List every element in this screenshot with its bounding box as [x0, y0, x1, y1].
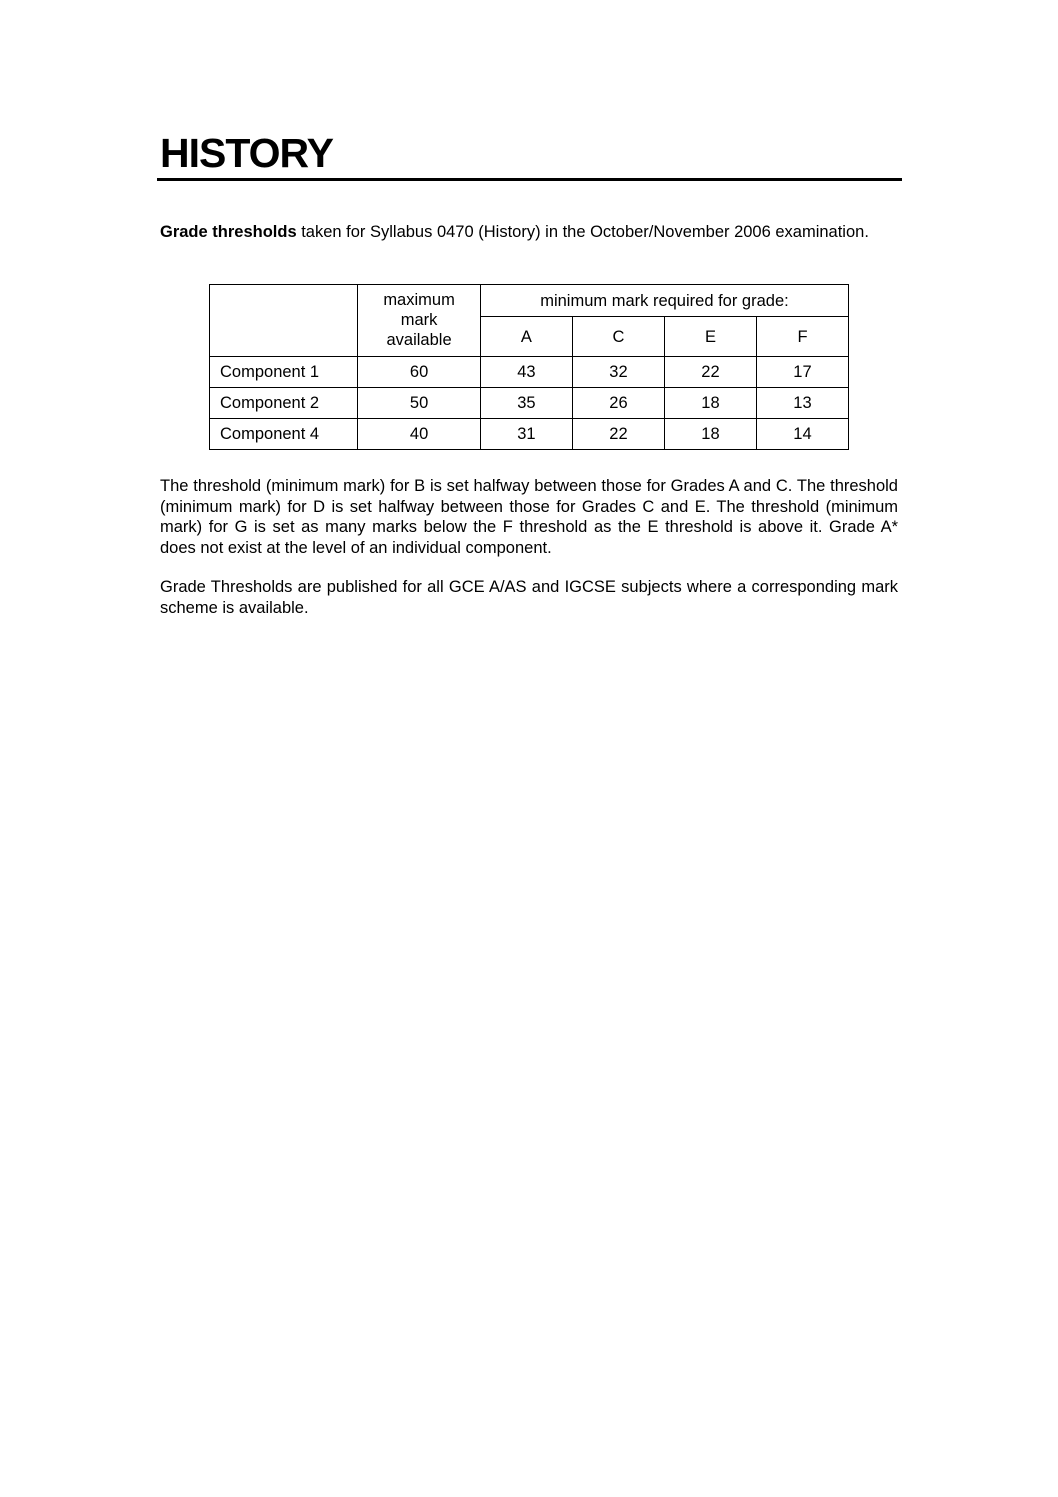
grade-e-cell: 18 [664, 419, 756, 450]
grade-group-header: minimum mark required for grade: [480, 285, 848, 317]
title-divider [157, 178, 902, 181]
grade-f-cell: 14 [756, 419, 848, 450]
intro-text: taken for Syllabus 0470 (History) in the October/November 2006 examination. [296, 223, 869, 241]
intro-paragraph [160, 222, 898, 243]
max-mark-header: maximum mark available [358, 285, 481, 357]
max-mark-cell: 50 [358, 388, 481, 419]
table-row [210, 419, 849, 450]
grade-c-cell: 32 [572, 357, 664, 388]
table-header-row [210, 285, 849, 317]
publication-note-paragraph: Grade Thresholds are published for all GCE A/AS and IGCSE subjects where a corresponding mark scheme is available. [160, 578, 898, 617]
table-row [210, 357, 849, 388]
header-blank-cell [210, 285, 358, 357]
grade-header-a: A [480, 317, 572, 357]
row-label: Component 4 [210, 419, 358, 450]
row-label: Component 1 [210, 357, 358, 388]
grade-header-f: F [756, 317, 848, 357]
page-title: HISTORY [160, 130, 333, 176]
grade-a-cell: 35 [480, 388, 572, 419]
grade-f-cell: 13 [756, 388, 848, 419]
grade-c-cell: 22 [572, 419, 664, 450]
grade-a-cell: 31 [480, 419, 572, 450]
grade-header-c: C [572, 317, 664, 357]
grade-header-e: E [664, 317, 756, 357]
grade-e-cell: 18 [664, 388, 756, 419]
grade-a-cell: 43 [480, 357, 572, 388]
intro-bold-lead: Grade thresholds [160, 223, 297, 241]
table-row [210, 388, 849, 419]
grade-e-cell: 22 [664, 357, 756, 388]
max-mark-cell: 60 [358, 357, 481, 388]
grade-f-cell: 17 [756, 357, 848, 388]
grade-c-cell: 26 [572, 388, 664, 419]
row-label: Component 2 [210, 388, 358, 419]
threshold-notes-paragraph: The threshold (minimum mark) for B is set halfway between those for Grades A and C. The threshold (minimum mark) for D is set halfway between those for Grades C and E. The threshold (minimum mark) for G is set as many marks below the F threshold as the E threshold is above it. Grade A* does not exist at the level of an individual component. [160, 477, 898, 557]
max-mark-cell: 40 [358, 419, 481, 450]
grade-thresholds-table [209, 284, 849, 450]
